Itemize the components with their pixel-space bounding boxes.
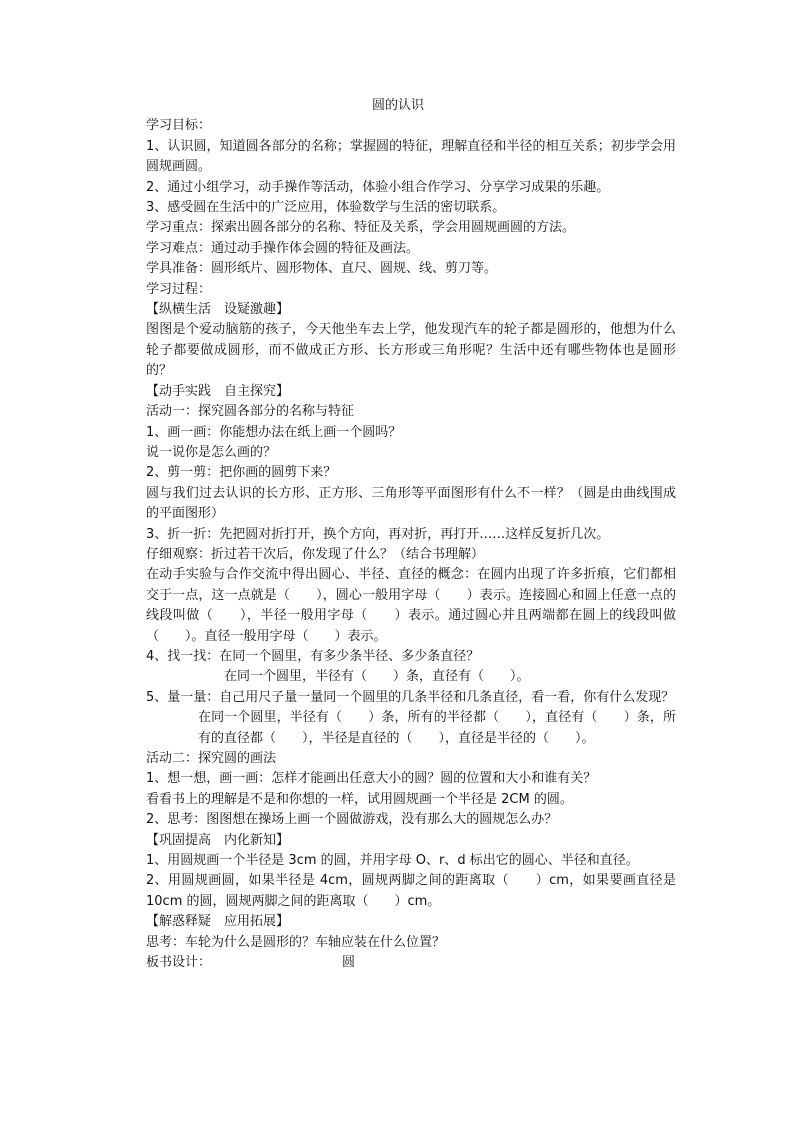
difficulty: 学习难点：通过动手操作体会圆的特征及画法。: [146, 240, 420, 256]
step-5: 5、量一量：自己用尺子量一量同一个圆里的几条半径和几条直径，看一看，你有什么发现？: [146, 689, 675, 705]
observe: 仔细观察：折过若干次后，你发现了什么？（结合书理解）: [146, 546, 485, 562]
activity-1-heading: 活动一：探究圆各部分的名称与特征: [146, 404, 355, 420]
step-4: 4、找一找：在同一个圆里，有多少条半径、多少条直径？: [146, 648, 480, 664]
step-4b: 在同一个圆里，半径有（ ）条，直径有（ ）。: [224, 669, 530, 685]
section-heading-3: 【巩固提高 内化新知】: [146, 832, 290, 848]
exercise-2: 2、用圆规画圆，如果半径是 4cm，圆规两脚之间的距离取（ ）cm，如果要画直径是 10cm 的圆，圆规两脚之间的距离取（ ）cm。: [146, 873, 676, 909]
activity-2-heading: 活动二：探究圆的画法: [146, 751, 277, 766]
board-design-label: 板书设计：: [146, 955, 212, 971]
objective-3: 3、感受圆在生活中的广泛应用，体验数学与生活的密切联系。: [146, 200, 506, 216]
document-title: 圆的认识: [371, 98, 424, 113]
think-question: 思考：车轮为什么是圆形的？车轴应装在什么位置？: [146, 934, 446, 950]
activity-2-step-1: 1、想一想，画一画：怎样才能画出任意大小的圆？圆的位置和大小和谁有关？: [146, 771, 597, 787]
exercise-1: 1、用圆规画一个半径是 3cm 的圆，并用字母 O、r、d 标出它的圆心、半径和直径。: [146, 853, 639, 869]
concept-paragraph: 在动手实验与合作交流中得出圆心、半径、直径的概念：在圆内出现了许多折痕，它们都相交于一点，这一点就是（ ），圆心一般用字母（ ）表示。连接圆心和圆上任意一点的线段叫做（ ），半径一般用字母（ ）表示。通过圆心并且两端都在圆上的线段叫做（ ）。直径一般用字母（ ）表示。: [146, 567, 676, 644]
process-label: 学习过程：: [146, 281, 212, 297]
tools: 学具准备：圆形纸片、圆形物体、直尺、圆规、线、剪刀等。: [146, 261, 498, 277]
board-design: [120, 953, 676, 973]
section-heading-4: 【解惑释疑 应用拓展】: [146, 914, 290, 930]
objective-1: 1、认识圆，知道圆各部分的名称；掌握圆的特征，理解直径和半径的相互关系；初步学会用圆规画圆。: [146, 138, 676, 175]
objectives-label: 学习目标：: [146, 118, 212, 134]
key-point: 学习重点：探索出圆各部分的名称、特征及关系，学会用圆规画圆的方法。: [146, 220, 576, 236]
activity-2-step-1b: 看看书上的理解是不是和你想的一样，试用圆规画一个半径是 2CM 的圆。: [146, 791, 573, 807]
step-3: 3、折一折：先把圆对折打开，换个方向，再对折，再打开……这样反复折几次。: [146, 526, 610, 542]
step-5b: 在同一个圆里，半径有（ ）条，所有的半径都（ ），直径有（ ）条，所有的直径都（ ），半径是直径的（ ），直径是半径的（ ）。: [198, 710, 676, 746]
board-design-circle: 圆: [342, 955, 356, 971]
step-1b: 说一说你是怎么画的？: [146, 444, 277, 460]
objective-2: 2、通过小组学习，动手操作等活动，体验小组合作学习、分享学习成果的乐趣。: [146, 179, 610, 195]
activity-2-step-2: 2、思考：图图想在操场上画一个圆做游戏，没有那么大的圆规怎么办？: [146, 812, 558, 828]
step-2b: 圆与我们过去认识的长方形、正方形、三角形等平面图形有什么不一样？（圆是由曲线围成的平面图形）: [146, 485, 676, 522]
document-body: [120, 96, 676, 973]
section-heading-1: 【纵横生活 设疑激趣】: [146, 302, 290, 318]
story-paragraph: 图图是个爱动脑筋的孩子，今天他坐车去上学，他发现汽车的轮子都是圆形的，他想为什么轮子都要做成圆形，而不做成正方形、长方形或三角形呢？生活中还有哪些物体也是圆形的？: [146, 322, 676, 379]
step-2: 2、剪一剪：把你画的圆剪下来？: [146, 465, 337, 481]
section-heading-2: 【动手实践 自主探究】: [146, 383, 290, 399]
step-1: 1、画一画：你能想办法在纸上画一个圆吗？: [146, 424, 402, 440]
